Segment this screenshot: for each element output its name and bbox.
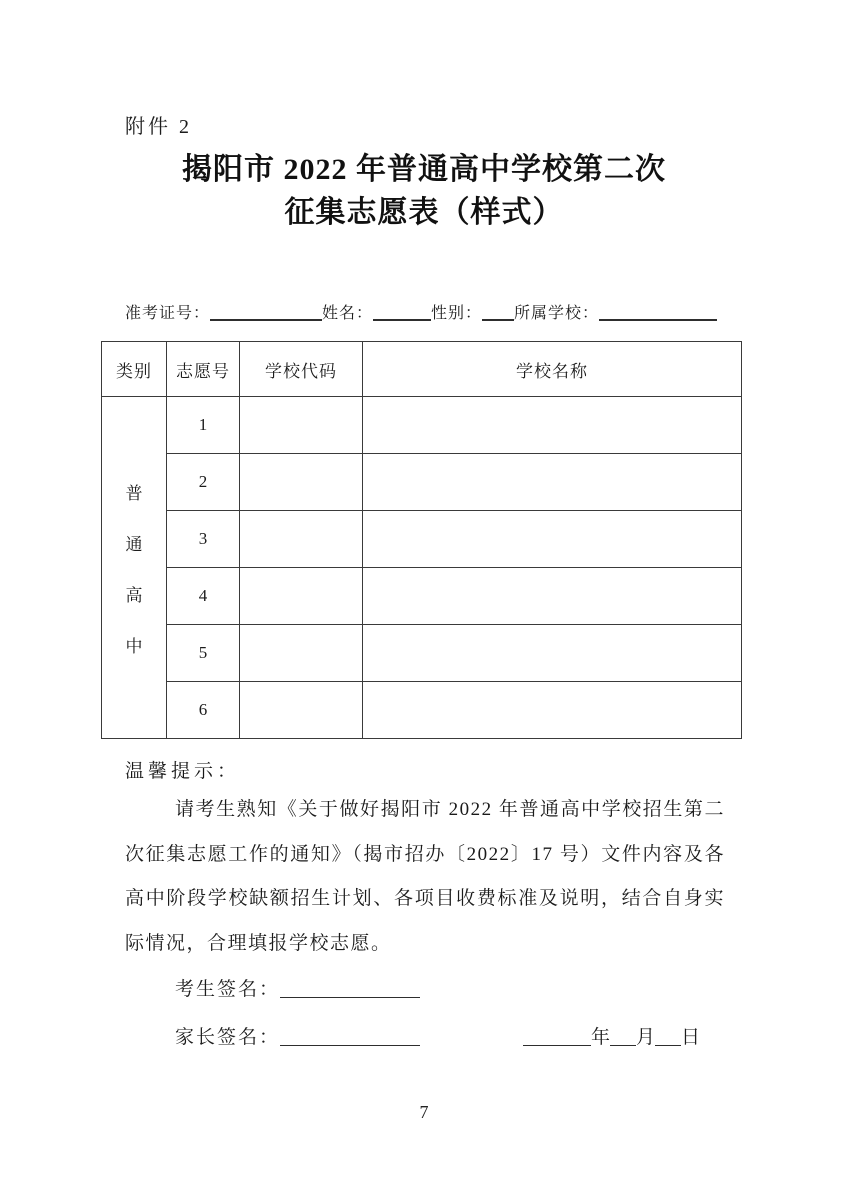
school-name-cell[interactable] — [363, 397, 742, 454]
volunteer-no-cell: 2 — [167, 454, 240, 511]
table-row — [102, 397, 742, 454]
school-code-cell[interactable] — [240, 454, 363, 511]
school-code-cell[interactable] — [240, 682, 363, 739]
date-line — [523, 1022, 700, 1049]
tips-body: 请考生熟知《关于做好揭阳市 2022 年普通高中学校招生第二次征集志愿工作的通知》（揭市招办〔2022〕17 号）文件内容及各高中阶段学校缺额招生计划、各项目收费标准及说明，结合自身实际情况，合理填报学校志愿。 — [125, 799, 725, 954]
table-row — [102, 454, 742, 511]
school-code-cell[interactable] — [240, 511, 363, 568]
school-code-cell[interactable] — [240, 397, 363, 454]
gender-label: 性别： — [431, 305, 483, 322]
table-row — [102, 682, 742, 739]
header-volunteer-no: 志愿号 — [167, 342, 240, 397]
candidate-info-line — [125, 300, 717, 323]
header-category: 类别 — [102, 342, 167, 397]
table-row — [102, 625, 742, 682]
page-title — [0, 148, 848, 234]
name-label: 姓名： — [322, 305, 374, 322]
exam-number-blank-field[interactable] — [210, 303, 322, 321]
month-label: 月 — [636, 1027, 656, 1048]
attachment-label: 附件 2 — [125, 116, 192, 138]
day-label: 日 — [681, 1027, 701, 1048]
school-name-cell[interactable] — [363, 625, 742, 682]
category-char: 普 — [125, 483, 143, 503]
volunteer-no-cell: 4 — [167, 568, 240, 625]
school-name-cell[interactable] — [363, 511, 742, 568]
parent-signature-label: 家长签名： — [175, 1027, 281, 1048]
category-cell — [102, 397, 167, 739]
student-signature-row — [175, 974, 420, 1001]
exam-number-label: 准考证号： — [125, 305, 211, 322]
school-blank-field[interactable] — [599, 303, 717, 321]
gender-blank-field[interactable] — [482, 303, 514, 321]
table-row — [102, 511, 742, 568]
volunteer-no-cell: 3 — [167, 511, 240, 568]
school-label: 所属学校： — [514, 305, 600, 322]
school-code-cell[interactable] — [240, 625, 363, 682]
school-code-cell[interactable] — [240, 568, 363, 625]
header-school-name: 学校名称 — [363, 342, 742, 397]
category-char: 高 — [125, 585, 143, 605]
parent-signature-row — [175, 1022, 420, 1049]
school-name-cell[interactable] — [363, 454, 742, 511]
volunteer-no-cell: 1 — [167, 397, 240, 454]
student-signature-blank[interactable] — [280, 981, 420, 998]
tips-heading: 温馨提示： — [125, 761, 241, 782]
header-school-code: 学校代码 — [240, 342, 363, 397]
year-blank[interactable] — [523, 1029, 591, 1046]
volunteer-no-cell: 6 — [167, 682, 240, 739]
student-signature-label: 考生签名： — [175, 979, 281, 1000]
title-line-1: 揭阳市 2022 年普通高中学校第二次 — [182, 153, 666, 186]
day-blank[interactable] — [655, 1029, 681, 1046]
month-blank[interactable] — [610, 1029, 636, 1046]
name-blank-field[interactable] — [373, 303, 431, 321]
school-name-cell[interactable] — [363, 682, 742, 739]
page-number: 7 — [419, 1102, 429, 1122]
category-char: 通 — [125, 534, 143, 554]
category-char: 中 — [125, 636, 143, 656]
school-name-cell[interactable] — [363, 568, 742, 625]
volunteer-no-cell: 5 — [167, 625, 240, 682]
parent-signature-blank[interactable] — [280, 1029, 420, 1046]
table-header-row — [102, 342, 742, 397]
volunteer-table — [101, 341, 742, 739]
table-row — [102, 568, 742, 625]
title-line-2: 征集志愿表（样式） — [284, 196, 564, 229]
year-label: 年 — [591, 1027, 611, 1048]
